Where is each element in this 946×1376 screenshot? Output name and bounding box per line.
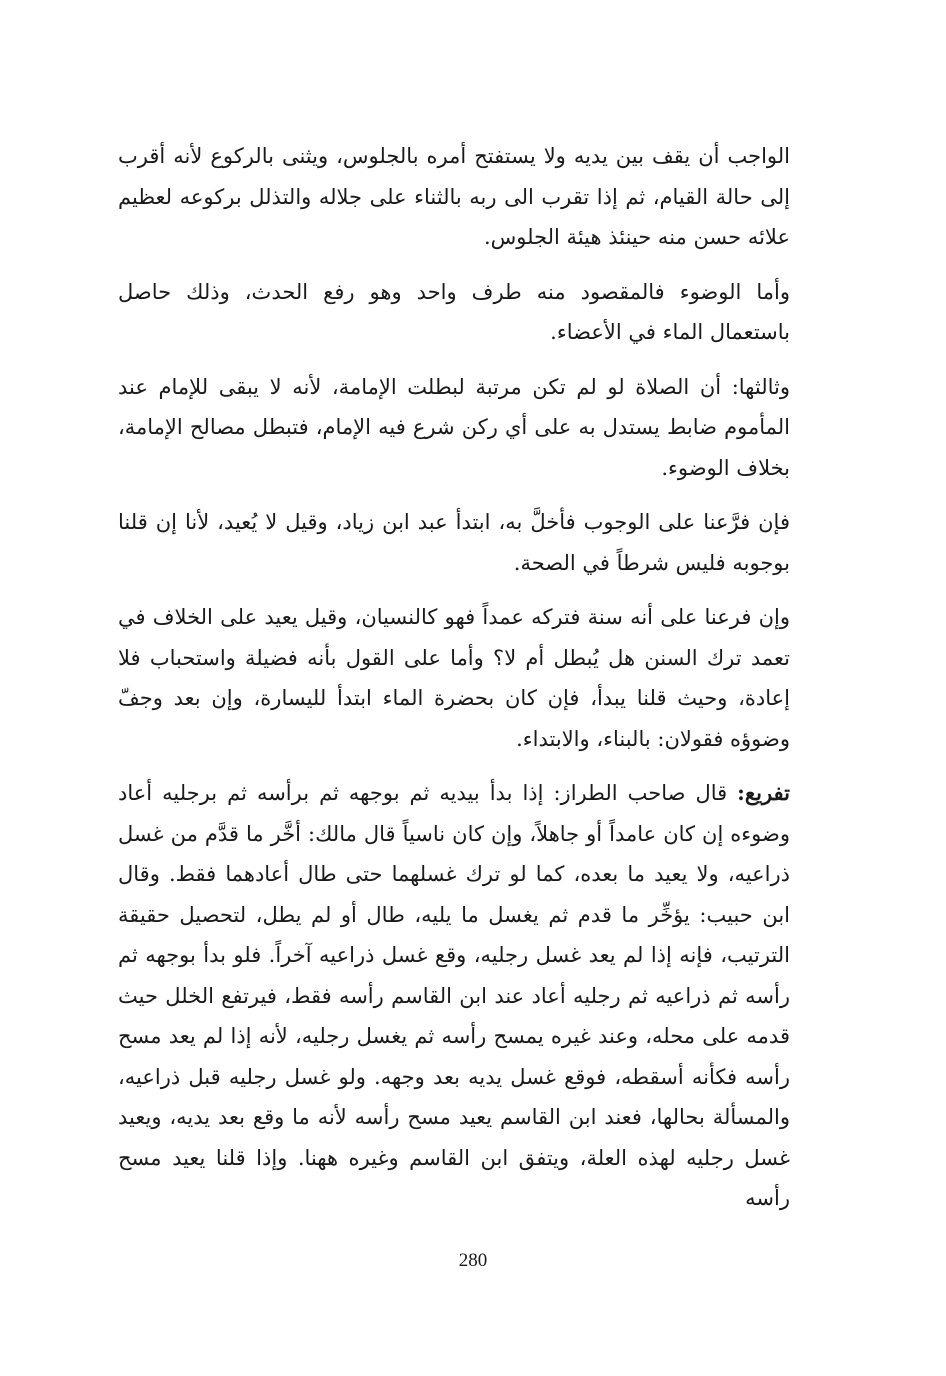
paragraph-1: الواجب أن يقف بين يديه ولا يستفتح أمره بالجلوس، ويثنى بالركوع لأنه أقرب إلى حالة القيام، ثم إذا تقرب الى ربه بالثناء على جلاله والتذلل بركوعه لعظيم علائه حسن منه حينئذ هيئة الجلوس. [118, 144, 790, 249]
paragraph-5: وإن فرعنا على أنه سنة فتركه عمداً فهو كالنسيان، وقيل يعيد على الخلاف في تعمد ترك السنن هل يُبطل أم لا؟ وأما على القول بأنه فضيلة واستحباب فلا إعادة، وحيث قلنا يبدأ، فإن كان بحضرة الماء ابتدأ لليسارة، وإن بعد وجفّ وضوؤه فقولان: بالبناء، والابتداء. [118, 605, 790, 751]
paragraph-6-heading: تفريع: [737, 780, 790, 805]
page-body [118, 136, 790, 1233]
paragraph-2: وأما الوضوء فالمقصود منه طرف واحد وهو رفع الحدث، وذلك حاصل باستعمال الماء في الأعضاء. [118, 279, 790, 344]
paragraph-6 [118, 773, 790, 1219]
paragraph-6-text: قال صاحب الطراز: إذا بدأ بيديه ثم بوجهه ثم برأسه ثم برجليه أعاد وضوءه إن كان عامداً أو جاهلاً، وإن كان ناسياً قال مالك: أخَّر ما قدَّم من غسل ذراعيه، ولا يعيد ما بعده، كما لو ترك غسلهما حتى طال أعادهما فقط. وقال ابن حبيب: يؤخِّر ما قدم ثم يغسل ما يليه، طال أو لم يطل، لتحصيل حقيقة الترتيب، فإنه إذا لم يعد غسل رجليه، وقع غسل ذراعيه آخراً. فلو بدأ بوجهه ثم رأسه ثم ذراعيه ثم رجليه أعاد عند ابن القاسم رأسه فقط، فيرتفع الخلل حيث قدمه على محله، وعند غيره يمسح رأسه ثم يغسل رجليه، لأنه إذا لم يعد مسح رأسه فكأنه أسقطه، فوقع غسل يديه بعد وجهه. ولو غسل رجليه قبل ذراعيه، والمسألة بحالها، فعند ابن القاسم يعيد مسح رأسه لأنه ما وقع بعد يديه، ويعيد غسل رجليه لهذه العلة، ويتفق ابن القاسم وغيره ههنا. وإذا قلنا يعيد مسح رأسه [118, 781, 790, 1210]
paragraph-4: فإن فرَّعنا على الوجوب فأخلَّ به، ابتدأ عبد ابن زياد، وقيل لا يُعيد، لأنا إن قلنا بوجوبه فليس شرطاً في الصحة. [118, 510, 790, 575]
paragraph-3: وثالثها: أن الصلاة لو لم تكن مرتبة لبطلت الإمامة، لأنه لا يبقى للإمام عند المأموم ضابط يستدل به على أي ركن شرع فيه الإمام، فتبطل مصالح الإمامة، بخلاف الوضوء. [118, 374, 790, 480]
page-number: 280 [458, 1250, 488, 1271]
